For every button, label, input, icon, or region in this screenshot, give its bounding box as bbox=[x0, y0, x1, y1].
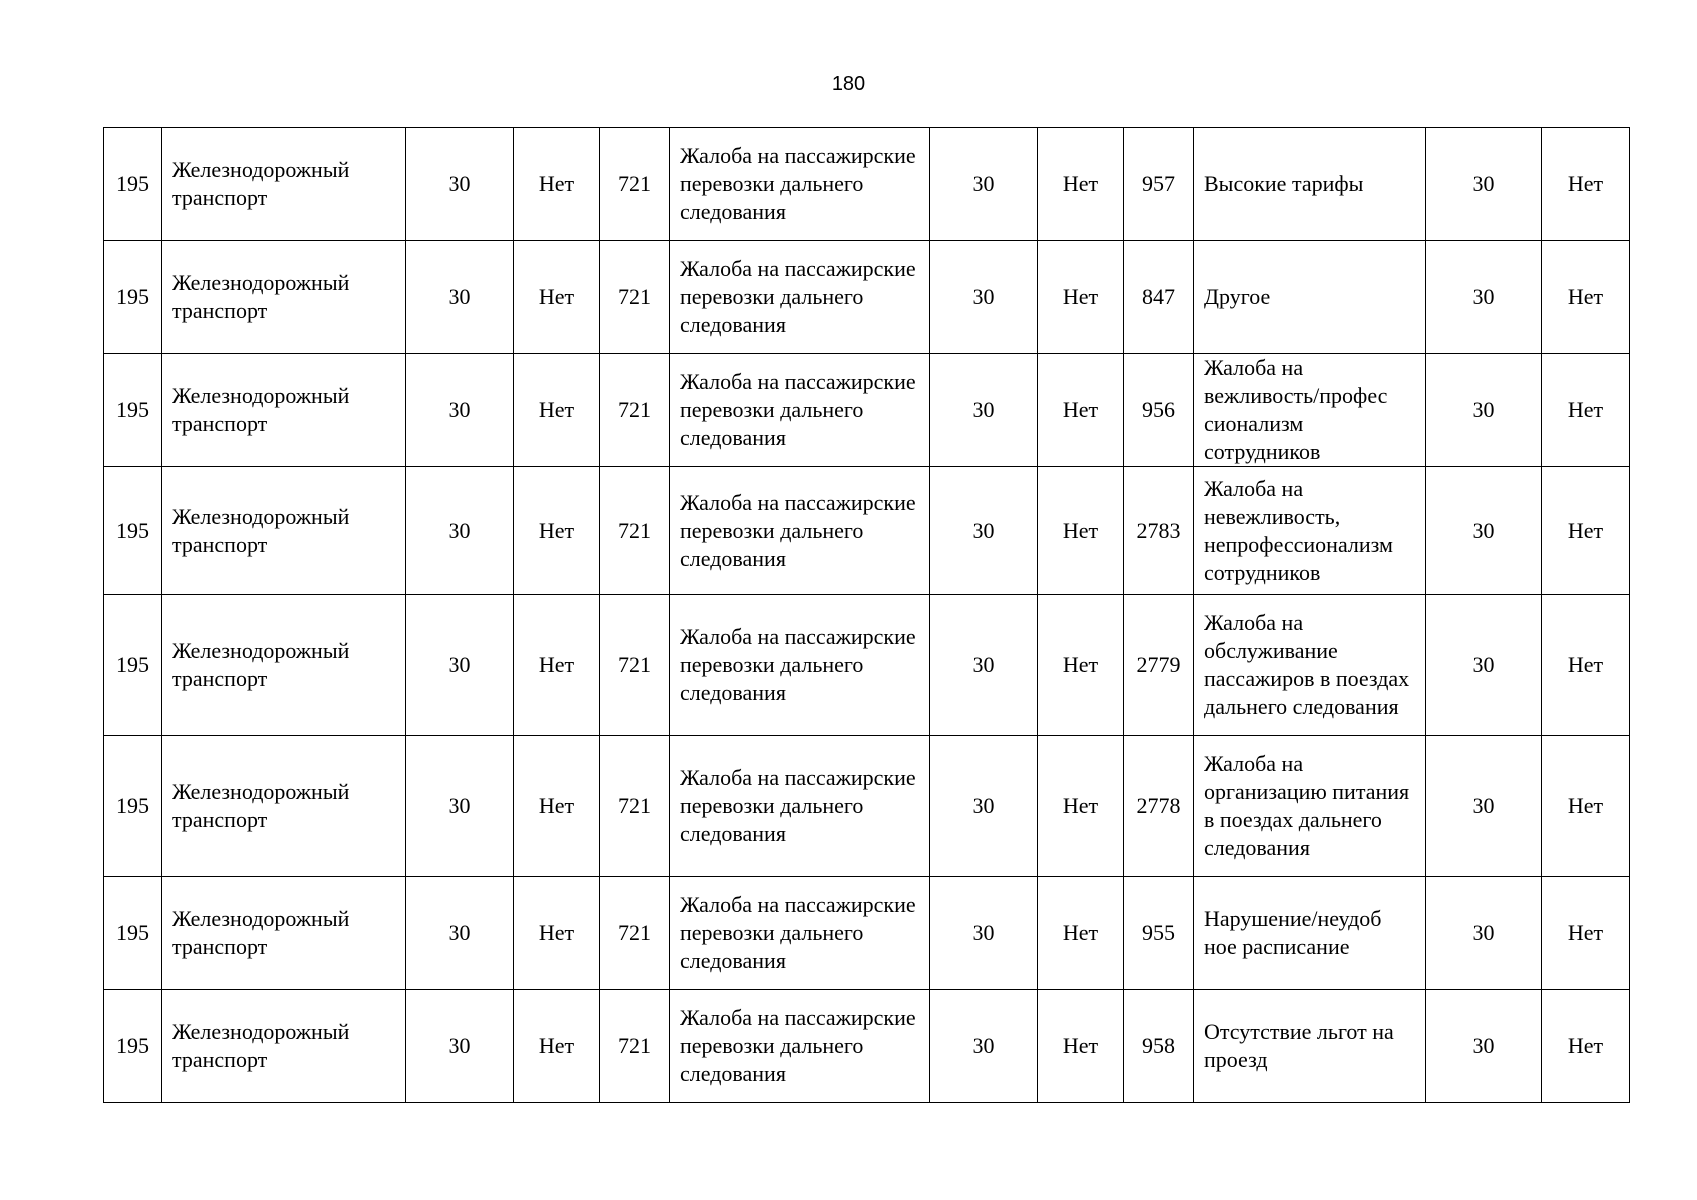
cell-question-code: 2783 bbox=[1124, 467, 1194, 595]
cell-question-code: 957 bbox=[1124, 128, 1194, 241]
cell-section-code: 195 bbox=[104, 990, 162, 1103]
cell-question-name: Жалоба на невежливость, непрофессионализм сотрудников bbox=[1194, 467, 1426, 595]
cell-section-name: Железнодорожный транспорт bbox=[162, 877, 406, 990]
cell-question-name: Жалоба на организацию питания в поездах дальнего следования bbox=[1194, 736, 1426, 877]
cell-topic-name: Жалоба на пассажирские перевозки дальнего следования bbox=[670, 128, 930, 241]
cell-section-flag: Нет bbox=[514, 877, 600, 990]
page-number: 180 bbox=[831, 73, 866, 95]
cell-question-name: Высокие тарифы bbox=[1194, 128, 1426, 241]
cell-section-days: 30 bbox=[406, 877, 514, 990]
cell-question-flag: Нет bbox=[1542, 241, 1630, 354]
cell-section-name: Железнодорожный транспорт bbox=[162, 128, 406, 241]
cell-topic-name: Жалоба на пассажирские перевозки дальнего следования bbox=[670, 354, 930, 467]
table-row bbox=[104, 354, 1630, 467]
cell-section-flag: Нет bbox=[514, 467, 600, 595]
cell-topic-name: Жалоба на пассажирские перевозки дальнего следования bbox=[670, 241, 930, 354]
cell-topic-flag: Нет bbox=[1038, 595, 1124, 736]
cell-question-name: Жалоба на обслуживание пассажиров в поездах дальнего следования bbox=[1194, 595, 1426, 736]
cell-topic-code: 721 bbox=[600, 241, 670, 354]
cell-topic-days: 30 bbox=[930, 354, 1038, 467]
cell-section-days: 30 bbox=[406, 241, 514, 354]
cell-topic-days: 30 bbox=[930, 990, 1038, 1103]
cell-topic-flag: Нет bbox=[1038, 467, 1124, 595]
cell-question-code: 955 bbox=[1124, 877, 1194, 990]
cell-topic-flag: Нет bbox=[1038, 128, 1124, 241]
cell-question-code: 2778 bbox=[1124, 736, 1194, 877]
cell-question-flag: Нет bbox=[1542, 877, 1630, 990]
cell-topic-code: 721 bbox=[600, 990, 670, 1103]
cell-question-code: 2779 bbox=[1124, 595, 1194, 736]
cell-section-days: 30 bbox=[406, 128, 514, 241]
cell-section-flag: Нет bbox=[514, 736, 600, 877]
cell-section-flag: Нет bbox=[514, 354, 600, 467]
cell-section-code: 195 bbox=[104, 241, 162, 354]
cell-topic-name: Жалоба на пассажирские перевозки дальнего следования bbox=[670, 877, 930, 990]
cell-question-name: Жалоба на вежливость/профес сионализм сотрудников bbox=[1194, 354, 1426, 467]
cell-section-name: Железнодорожный транспорт bbox=[162, 736, 406, 877]
cell-topic-days: 30 bbox=[930, 467, 1038, 595]
cell-topic-name: Жалоба на пассажирские перевозки дальнего следования bbox=[670, 467, 930, 595]
cell-section-days: 30 bbox=[406, 736, 514, 877]
cell-topic-flag: Нет bbox=[1038, 990, 1124, 1103]
cell-topic-name: Жалоба на пассажирские перевозки дальнего следования bbox=[670, 990, 930, 1103]
cell-section-name: Железнодорожный транспорт bbox=[162, 990, 406, 1103]
table-row bbox=[104, 736, 1630, 877]
cell-question-days: 30 bbox=[1426, 877, 1542, 990]
cell-topic-flag: Нет bbox=[1038, 241, 1124, 354]
cell-topic-flag: Нет bbox=[1038, 736, 1124, 877]
cell-question-flag: Нет bbox=[1542, 595, 1630, 736]
cell-section-name: Железнодорожный транспорт bbox=[162, 354, 406, 467]
cell-question-flag: Нет bbox=[1542, 128, 1630, 241]
cell-question-name: Нарушение/неудоб ное расписание bbox=[1194, 877, 1426, 990]
data-table bbox=[103, 127, 1630, 1103]
cell-question-name: Отсутствие льгот на проезд bbox=[1194, 990, 1426, 1103]
cell-question-flag: Нет bbox=[1542, 467, 1630, 595]
cell-question-days: 30 bbox=[1426, 467, 1542, 595]
cell-question-days: 30 bbox=[1426, 736, 1542, 877]
cell-topic-code: 721 bbox=[600, 354, 670, 467]
cell-section-name: Железнодорожный транспорт bbox=[162, 241, 406, 354]
table-row bbox=[104, 241, 1630, 354]
cell-topic-days: 30 bbox=[930, 128, 1038, 241]
cell-topic-days: 30 bbox=[930, 877, 1038, 990]
cell-topic-days: 30 bbox=[930, 595, 1038, 736]
cell-question-days: 30 bbox=[1426, 128, 1542, 241]
table-row bbox=[104, 595, 1630, 736]
cell-section-code: 195 bbox=[104, 736, 162, 877]
cell-question-code: 847 bbox=[1124, 241, 1194, 354]
cell-question-days: 30 bbox=[1426, 990, 1542, 1103]
cell-section-code: 195 bbox=[104, 595, 162, 736]
table-row bbox=[104, 128, 1630, 241]
cell-question-code: 956 bbox=[1124, 354, 1194, 467]
cell-section-code: 195 bbox=[104, 354, 162, 467]
cell-section-name: Железнодорожный транспорт bbox=[162, 467, 406, 595]
table-row bbox=[104, 467, 1630, 595]
cell-question-name: Другое bbox=[1194, 241, 1426, 354]
cell-topic-flag: Нет bbox=[1038, 354, 1124, 467]
cell-question-flag: Нет bbox=[1542, 990, 1630, 1103]
cell-section-days: 30 bbox=[406, 990, 514, 1103]
cell-question-flag: Нет bbox=[1542, 354, 1630, 467]
cell-section-name: Железнодорожный транспорт bbox=[162, 595, 406, 736]
cell-topic-code: 721 bbox=[600, 736, 670, 877]
cell-topic-code: 721 bbox=[600, 467, 670, 595]
cell-section-days: 30 bbox=[406, 467, 514, 595]
cell-section-code: 195 bbox=[104, 128, 162, 241]
table-row bbox=[104, 877, 1630, 990]
cell-section-code: 195 bbox=[104, 467, 162, 595]
cell-question-days: 30 bbox=[1426, 241, 1542, 354]
cell-topic-code: 721 bbox=[600, 128, 670, 241]
table-row bbox=[104, 990, 1630, 1103]
cell-question-days: 30 bbox=[1426, 354, 1542, 467]
cell-topic-code: 721 bbox=[600, 877, 670, 990]
cell-section-days: 30 bbox=[406, 354, 514, 467]
cell-question-days: 30 bbox=[1426, 595, 1542, 736]
cell-question-code: 958 bbox=[1124, 990, 1194, 1103]
cell-section-flag: Нет bbox=[514, 128, 600, 241]
cell-topic-days: 30 bbox=[930, 736, 1038, 877]
cell-topic-name: Жалоба на пассажирские перевозки дальнего следования bbox=[670, 595, 930, 736]
cell-question-flag: Нет bbox=[1542, 736, 1630, 877]
cell-section-days: 30 bbox=[406, 595, 514, 736]
cell-topic-flag: Нет bbox=[1038, 877, 1124, 990]
cell-topic-code: 721 bbox=[600, 595, 670, 736]
cell-section-flag: Нет bbox=[514, 241, 600, 354]
cell-section-flag: Нет bbox=[514, 990, 600, 1103]
cell-topic-days: 30 bbox=[930, 241, 1038, 354]
cell-section-flag: Нет bbox=[514, 595, 600, 736]
cell-section-code: 195 bbox=[104, 877, 162, 990]
cell-topic-name: Жалоба на пассажирские перевозки дальнего следования bbox=[670, 736, 930, 877]
